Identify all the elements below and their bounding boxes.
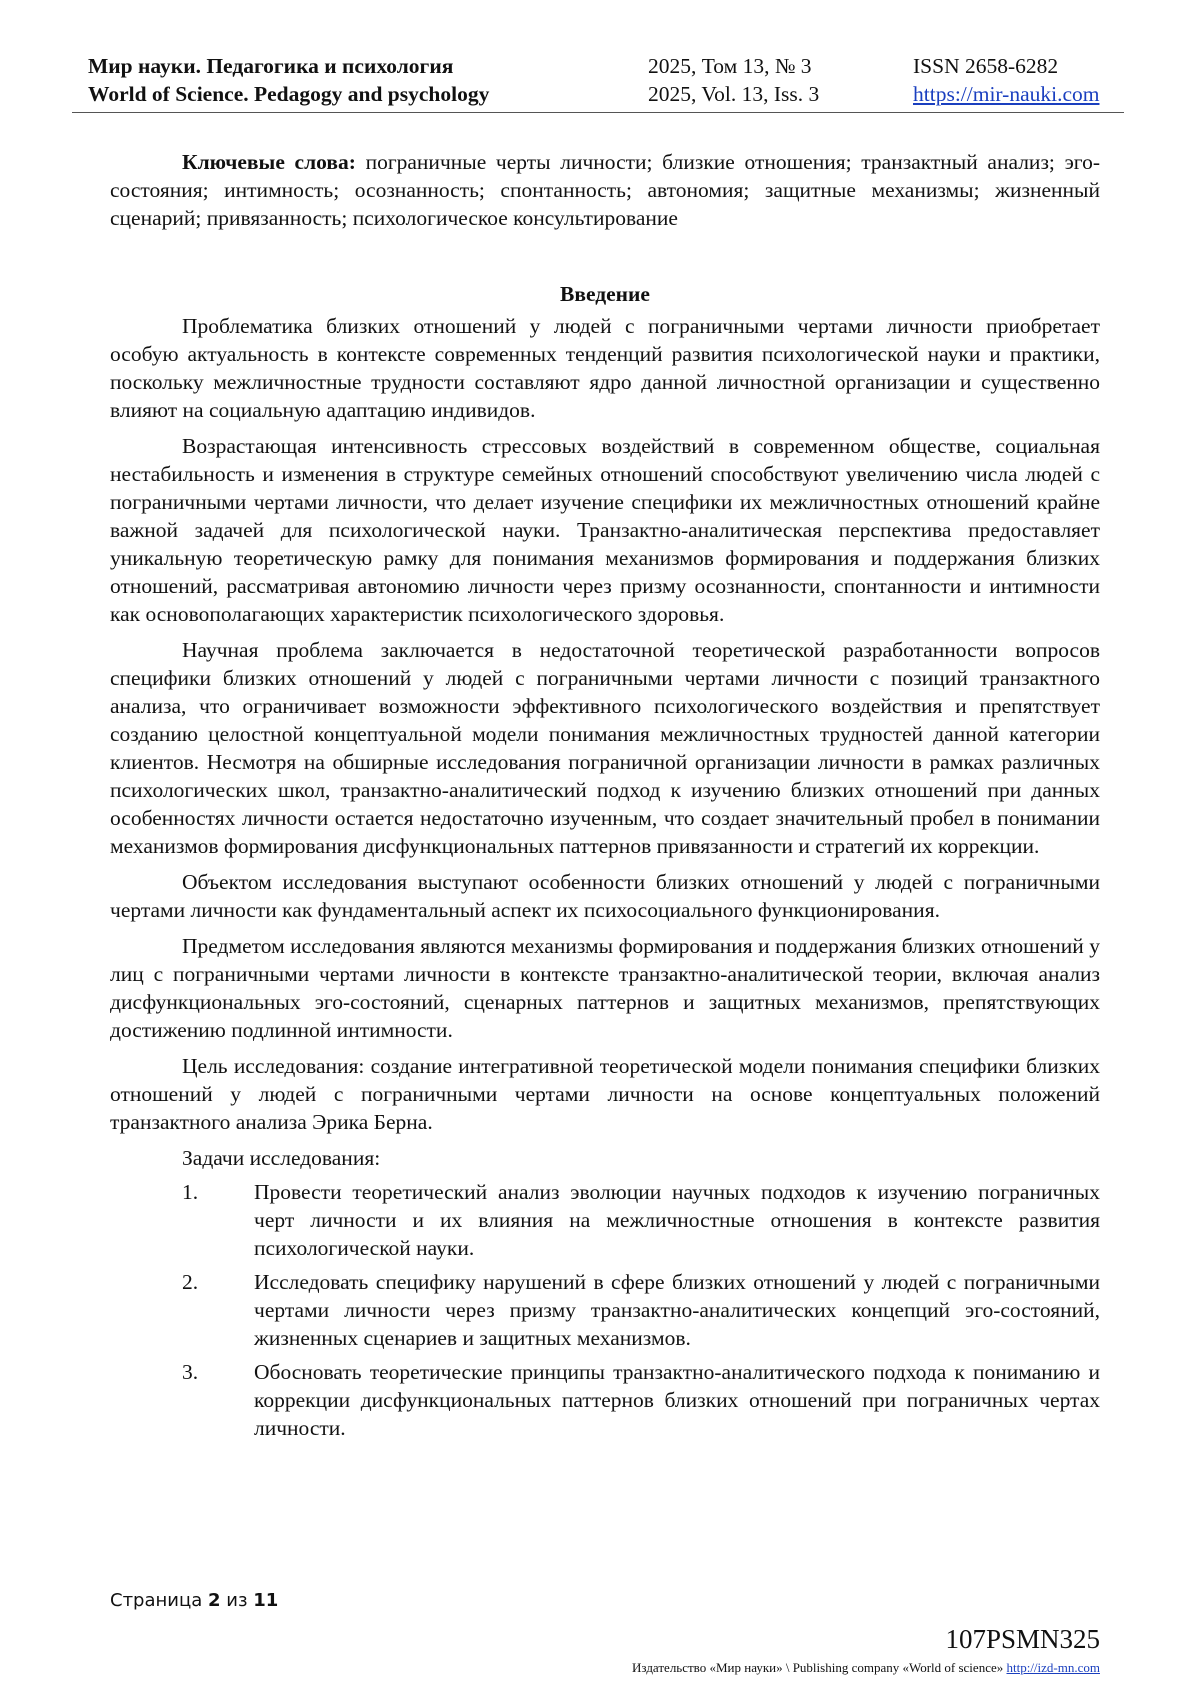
keywords-label: Ключевые слова: — [182, 150, 356, 174]
keywords-paragraph — [110, 148, 1100, 232]
list-number: 3. — [182, 1360, 199, 1384]
tasks-label: Задачи исследования: — [182, 1146, 381, 1170]
journal-link[interactable]: https://mir-nauki.com — [913, 82, 1100, 106]
page-total: 11 — [253, 1590, 279, 1611]
list-item — [110, 1178, 1100, 1262]
list-item — [110, 1268, 1100, 1352]
publisher-link[interactable]: http://izd-mn.com — [1006, 1660, 1100, 1675]
volume-ru: 2025, Том 13, № 3 — [648, 54, 812, 78]
paragraph: Цель исследования: создание интегративной теоретической модели понимания специфики близких отношений у людей с пограничными чертами личности на основе концептуальных положений транзактного анализа Эрика Берна. — [110, 1054, 1100, 1134]
issn-block — [913, 52, 1099, 108]
page-prefix: Страница — [110, 1590, 203, 1611]
journal-title-en: World of Science. Pedagogy and psychology — [88, 82, 490, 106]
section-heading: Введение — [560, 282, 650, 306]
page-number — [110, 1590, 278, 1611]
paragraph: Научная проблема заключается в недостаточной теоретической разработанности вопросов специфики близких отношений у людей с пограничными чертами личности с позиций транзактного анализа, что ограничивает возможности эффективного психологического воздействия и препятствует созданию целостной концептуальной модели понимания межличностных трудностей данной категории клиентов. Несмотря на обширные исследования пограничной организации личности в рамках различных психологических школ, транзактно-аналитический подход к изучению близких отношений при данных особенностях личности остается недостаточно изученным, что создает значительный пробел в понимании механизмов формирования дисфункциональных паттернов привязанности и стратегий их коррекции. — [110, 638, 1100, 858]
list-item — [110, 1358, 1100, 1442]
list-text: Исследовать специфику нарушений в сфере близких отношений у людей с пограничными чертами личности через призму транзактно-аналитических концепций эго-состояний, жизненных сценариев и защитных механизмов. — [254, 1270, 1100, 1350]
article-code: 107PSMN325 — [945, 1624, 1100, 1654]
page-current: 2 — [208, 1590, 221, 1611]
list-text: Обосновать теоретические принципы транзактно-аналитического подхода к пониманию и коррекции дисфункциональных паттернов близких отношений при пограничных чертах личности. — [254, 1360, 1100, 1440]
paragraph: Проблематика близких отношений у людей с пограничными чертами личности приобретает особую актуальность в контексте современных тенденций развития психологической науки и практики, поскольку межличностные трудности составляют ядро данной личностной организации и существенно влияют на социальную адаптацию индивидов. — [110, 314, 1100, 422]
publisher-line — [632, 1660, 1100, 1676]
keywords-text: пограничные черты личности; близкие отношения; транзактный анализ; эго-состояния; интимность; осознанность; спонтанность; автономия; защитные механизмы; жизненный сценарий; привязанность; психологическое консультирование — [110, 150, 1100, 230]
journal-title-block — [88, 52, 489, 108]
volume-block — [648, 52, 819, 108]
paragraph: Объектом исследования выступают особенности близких отношений у людей с пограничными чертами личности как фундаментальный аспект их психосоциального функционирования. — [110, 870, 1100, 922]
tasks-list — [110, 1178, 1100, 1442]
article-body — [110, 148, 1100, 1442]
list-text: Провести теоретический анализ эволюции научных подходов к изучению пограничных черт личности и их влияния на межличностные отношения в контексте развития психологической науки. — [254, 1180, 1100, 1260]
list-number: 2. — [182, 1270, 199, 1294]
paragraph: Возрастающая интенсивность стрессовых воздействий в современном обществе, социальная нестабильность и изменения в структуре семейных отношений способствуют увеличению числа людей с пограничными чертами личности, что делает изучение специфики их межличностных отношений крайне важной задачей для психологической науки. Транзактно-аналитическая перспектива предоставляет уникальную теоретическую рамку для понимания механизмов формирования и поддержания близких отношений, рассматривая автономию личности через призму осознанности, спонтанности и интимности как основополагающих характеристик психологического здоровья. — [110, 434, 1100, 626]
page-sep: из — [226, 1590, 248, 1611]
list-number: 1. — [182, 1180, 199, 1204]
issn: ISSN 2658-6282 — [913, 54, 1059, 78]
journal-title-ru: Мир науки. Педагогика и психология — [88, 54, 454, 78]
publisher-text: Издательство «Мир науки» \ Publishing company «World of science» — [632, 1660, 1004, 1675]
volume-en: 2025, Vol. 13, Iss. 3 — [648, 82, 820, 106]
header-divider — [72, 112, 1124, 113]
paragraph: Предметом исследования являются механизмы формирования и поддержания близких отношений у лиц с пограничными чертами личности в контексте транзактно-аналитической теории, включая анализ дисфункциональных эго-состояний, сценарных паттернов и защитных механизмов, препятствующих достижению подлинной интимности. — [110, 934, 1100, 1042]
